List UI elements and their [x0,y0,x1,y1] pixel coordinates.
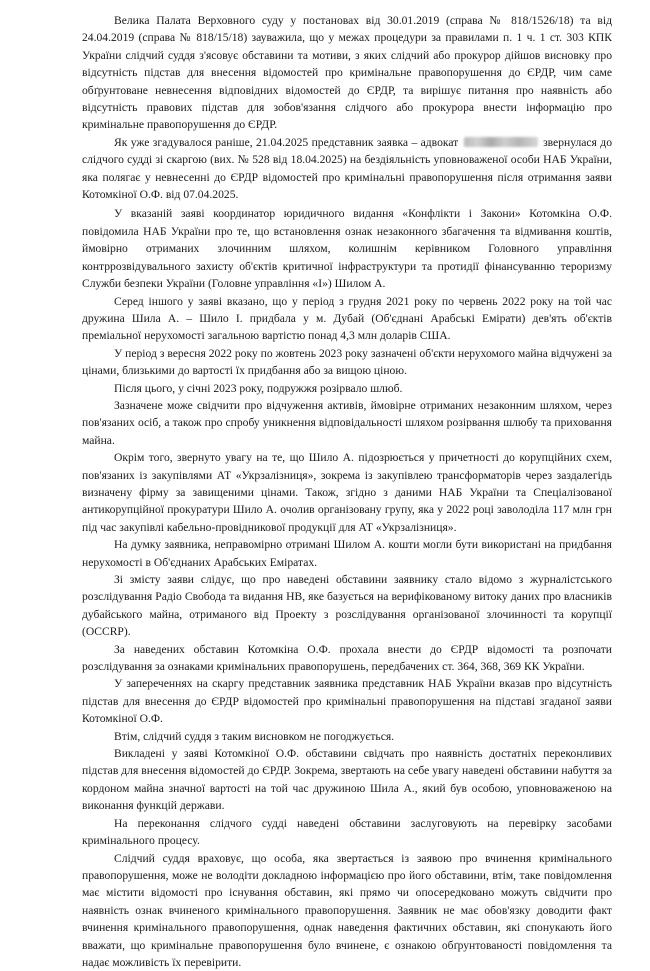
paragraph-9: На думку заявника, неправомірно отримані Шилом А. кошти могли бути використані на придбання нерухомості в Об'єднаних Арабських Еміратах. [82,536,612,571]
paragraph-6: Після цього, у січні 2023 року, подружжя розірвало шлюб. [82,380,612,397]
paragraph-4: Серед іншого у заяві вказано, що у період з грудня 2021 року по червень 2022 року на той час дружина Шила А. – Шило І. придбала у м. Дубай (Об'єднані Арабські Емірати) дев'ять об'єктів преміальної нерухомості загальною вартістю понад 4,3 млн доларів США. [82,293,612,345]
paragraph-2 [82,134,612,204]
paragraph-8: Окрім того, звернуто увагу на те, що Шило А. підозрюється у причетності до корупційних схем, пов'язаних із закупівлями АТ «Укрзалізниця», зокрема із закупівлею трансформаторів через заздалегідь визначену фірму за завищеними цінами. Також, згідно з даними НАБ України та Спеціалізованої антикорупційної прокуратури Шило А. очолив організовану групу, яка у 2022 році заволоділа 117 млн грн під час закупівлі кабельно-провідникової продукції для АТ «Укрзалізниця». [82,449,612,536]
paragraph-1: Велика Палата Верховного суду у постановах від 30.01.2019 (справа № 818/1526/18) та від 24.04.2019 (справа № 818/15/18) зауважила, що у межах процедури за правилами п. 1 ч. 1 ст. 303 КПК України слідчий суддя з'ясовує обставини та мотиви, з яких слідчий або прокурор дійшов висновку про відсутність підстав для внесення відомостей про кримінальне правопорушення до ЄРДР, чим саме обґрунтоване невнесення відповідних відомостей до ЄРДР, та вирішує питання про наявність або відсутність правових підстав для зобов'язання слідчого або прокурора внести інформацію про кримінальне правопорушення до ЄРДР. [82,12,612,134]
paragraph-14: Викладені у заяві Котомкіної О.Ф. обставини свідчать про наявність достатніх переконливих підстав для внесення відомостей до ЄРДР. Зокрема, звертають на себе увагу наведені обставини набуття за кордоном майна значної вартості на той час дружиною Шила А., який був особою, уповноваженою на виконання функцій держави. [82,745,612,815]
paragraph-5: У період з вересня 2022 року по жовтень 2023 року зазначені об'єкти нерухомого майна відчужені за цінами, близькими до вартості їх придбання або за вищою ціною. [82,345,612,380]
paragraph-12: У запереченнях на скаргу представник заявника представник НАБ України вказав про відсутність підстав для внесення до ЄРДР відомостей про кримінальні правопорушення на підставі згаданої заяви Котомкіної О.Ф. [82,675,612,727]
paragraph-11: За наведених обставин Котомкіна О.Ф. прохала внести до ЄРДР відомості та розпочати розслідування за ознаками кримінальних правопорушень, передбачених ст. 364, 368, 369 КК України. [82,641,612,676]
redacted-name-block [464,137,538,147]
paragraph-13: Втім, слідчий суддя з таким висновком не погоджується. [82,728,612,745]
paragraph-7: Зазначене може свідчити про відчуження активів, ймовірне отриманих незаконним шляхом, через пов'язаних осіб, а також про спробу уникнення відповідальності шляхом розірвання шлюбу та приховання майна. [82,397,612,449]
paragraph-15: На переконання слідчого судді наведені обставини заслуговують на перевірку засобами кримінального процесу. [82,815,612,850]
document-page [82,12,612,971]
paragraph-16: Слідчий суддя враховує, що особа, яка звертається із заявою про вчинення кримінального правопорушення, може не володіти докладною інформацією про його обставини, втім, таке повідомлення має містити відомості про існування обставин, які прямо чи опосередковано можуть свідчити про наявність ознак вчиненого кримінального правопорушення. Заявник не має обов'язку доводити факт вчинення кримінального правопорушення, однак наведення фактичних обставин, які спонукають його вважати, що кримінальне правопорушення було вчинене, є ознакою обґрунтованості повідомлення та надає можливість їх перевірити. [82,850,612,971]
paragraph-3: У вказаній заяві координатор юридичного видання «Конфлікти і Закони» Котомкіна О.Ф. повідомила НАБ України про те, що встановлення ознак незаконного збагачення та відмивання коштів, ймовірно отриманих злочинним шляхом, колишнім керівником Головного управління контррозвідувального захисту об'єктів критичної інфраструктури та протидії фінансуванню тероризму Служби безпеки України (Головне управління «І») Шилом А. [82,205,612,292]
paragraph-2-before: Як уже згадувалося раніше, 21.04.2025 представник заявка – адвокат [114,136,458,149]
paragraph-2-after: звернулася до слідчого судді зі скаргою (вих. № 528 від 18.04.2025) на бездіяльність уповноваженої особи НАБ України, яка полягає у невнесенні до ЄРДР відомостей про кримінальні правопорушення після отримання заяви Котомкіної О.Ф. від 07.04.2025. [82,136,612,201]
paragraph-10: Зі змісту заяви слідує, що про наведені обставини заявнику стало відомо з журналістського розслідування Радіо Свобода та видання НВ, яке базується на верифікованому витоку даних про власників дубайського майна, отриманого від Проекту з розслідування організованої злочинності та корупції (OCCRP). [82,571,612,641]
